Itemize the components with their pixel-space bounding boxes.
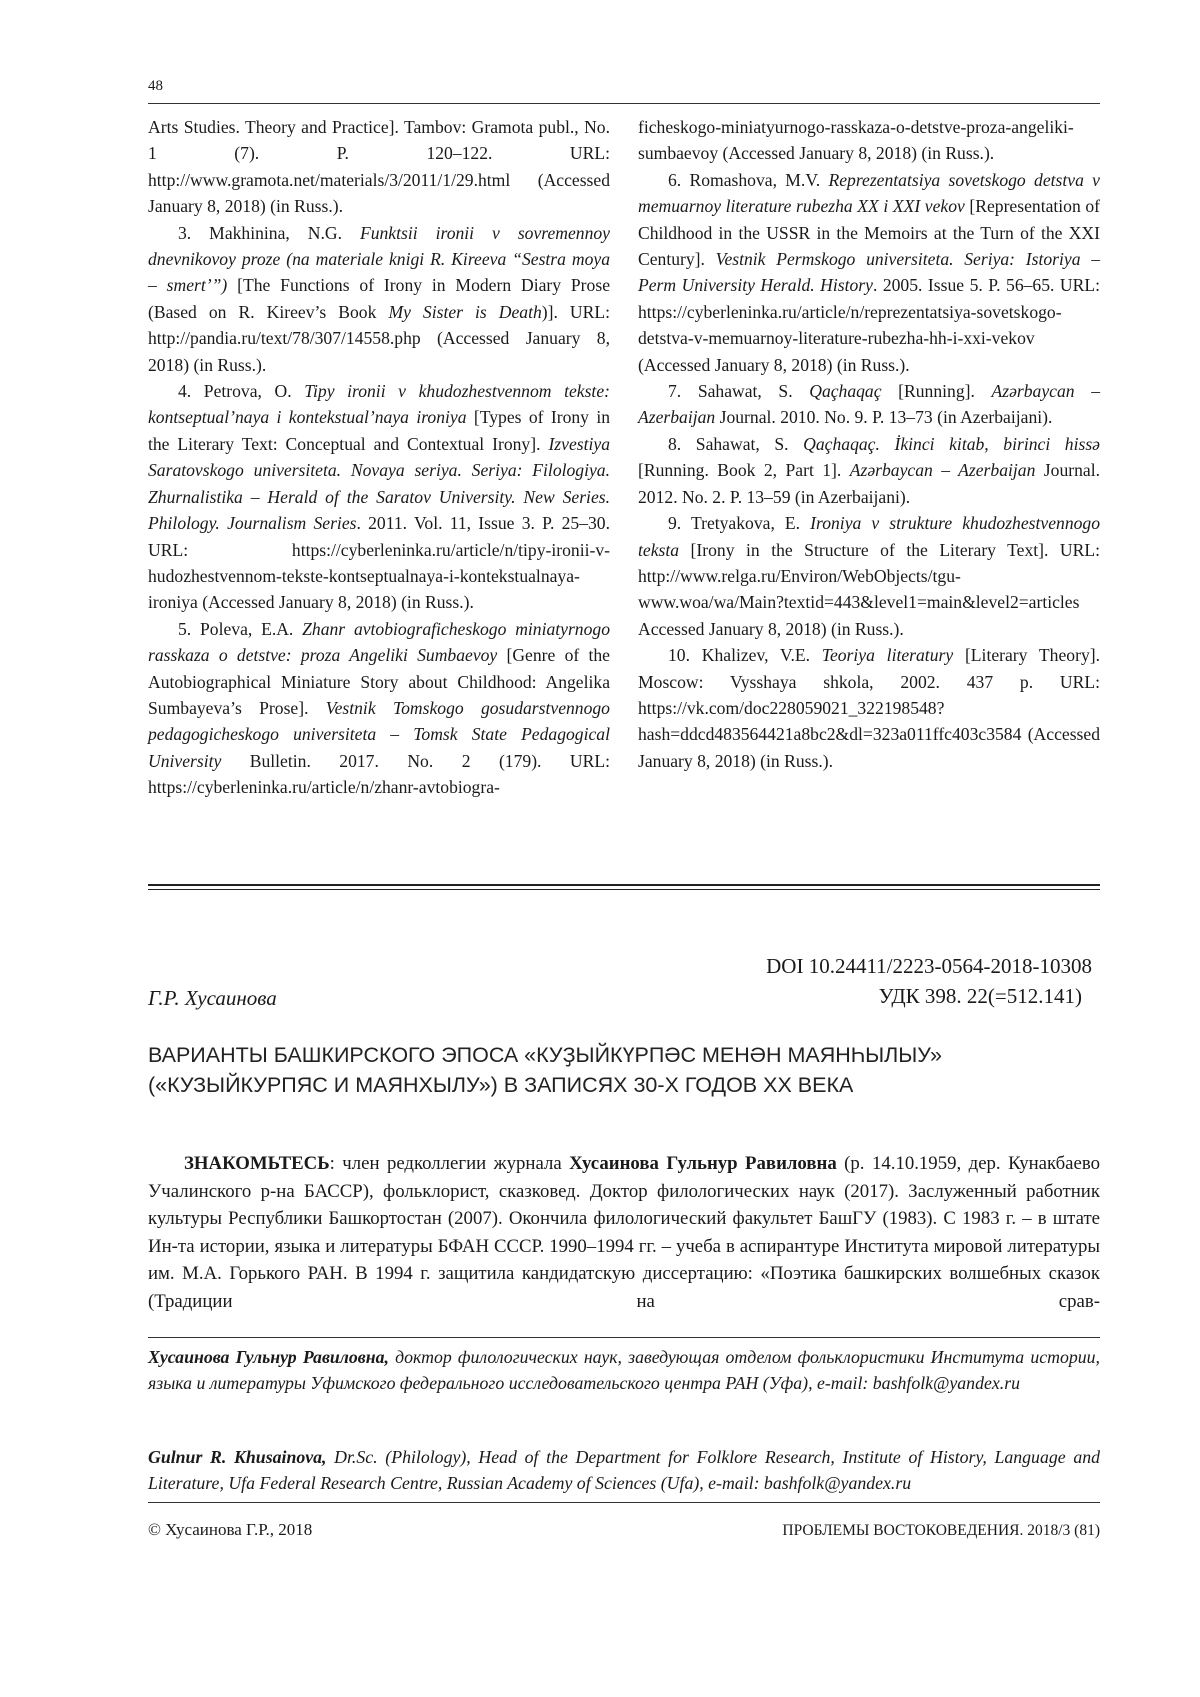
intro-lead: ЗНАКОМЬТЕСЬ [184,1153,330,1174]
author-info-english: Gulnur R. Khusainova, Dr.Sc. (Philology), Head of the Department for Folklore Research, Institute of History, Language and Literature, Ufa Federal Research Centre, Russian Academy of Sciences (Ufa), e-mail: bashfolk@yandex.ru [148,1447,1100,1493]
intro-author-name: Хусаинова Гульнур Равиловна [569,1153,837,1174]
footer-rule [148,1502,1100,1503]
article-title [148,1040,1108,1100]
section-separator-thin [148,889,1100,890]
doi: DOI 10.24411/2223-0564-2018-10308 [766,954,1092,978]
reference-9: 9. Tretyakova, E. Ironiya v strukture khudozhestvennogo teksta [Irony in the Structure of the Literary Text]. URL: http://www.relga.ru/Environ/WebObjects/tgu-www.woa/wa/Main?textid=443&level1=main&level2=articles Accessed January 8, 2018) (in Russ.). [638,513,1101,639]
reference-8: 8. Sahawat, S. Qaçhaqaç. İkinci kitab, birinci hissə [Running. Book 2, Part 1]. Azərbaycan – Azerbaijan Journal. 2012. No. 2. P. 13–59 (in Azerbaijani). [638,433,1101,507]
header-rule [148,103,1100,104]
references-right-column [638,114,1100,814]
author-introduction: ЗНАКОМЬТЕСЬ: член редколлегии журнала Хусаинова Гульнур Равиловна (р. 14.10.1959, дер. Кунакбаево Учалинского р-на БАССР), фольклорист, сказковед. Доктор филологических наук (2017). Заслуженный работник культуры Республики Башкортостан (2007). Окончила филологический факультет БашГУ (1983). С 1983 г. – в штате Ин-та истории, языка и литературы БФАН СССР. 1990–1994 гг. – учеба в аспирантуре Института мировой литературы им. М.А. Горького РАН. В 1994 г. защитила кандидатскую диссертацию: «Поэтика башкирских волшебных сказок (Традиции на срав- [148,1153,1100,1312]
reference-6: 6. Romashova, M.V. Reprezentatsiya sovetskogo detstva v memuarnoy literature rubezha XX i XXI vekov [Representation of Childhood in the USSR in the Memoirs at the Turn of the XXI Century]. Vestnik Permskogo universiteta. Seriya: Istoriya – Perm University Herald. History. 2005. Issue 5. P. 56–65. URL: https://cyberleninka.ru/article/n/reprezentatsiya-sovetskogo-detstva-v-memuarnoy-literature-rubezha-hh-i-xxi-vekov (Accessed January 8, 2018) (in Russ.). [638,169,1100,375]
article-title-line-2: («КУЗЫЙКУРПЯС И МАЯНХЫЛУ») В ЗАПИСЯХ 30-Х ГОДОВ XX ВЕКА [148,1073,854,1097]
udk: УДК 398. 22(=512.141) [878,984,1082,1008]
references [148,114,1100,814]
section-separator-thick [148,884,1100,886]
references-left-column [148,114,610,814]
journal-footer: ПРОБЛЕМЫ ВОСТОКОВЕДЕНИЯ. 2018/3 (81) [782,1522,1100,1539]
author-info-russian: Хусаинова Гульнур Равиловна, доктор филологических наук, заведующая отделом фольклористики Института истории, языка и литературы Уфимского федерального исследовательского центра РАН (Уфа), e-mail: bashfolk@yandex.ru [148,1347,1100,1393]
footnote-rule [148,1337,1100,1338]
reference-10: 10. Khalizev, V.E. Teoriya literatury [Literary Theory]. Moscow: Vysshaya shkola, 2002. 437 p. URL: https://vk.com/doc228059021_322198548?hash=ddcd483564421a8bc2&dl=323a011ffc403c3584 (Accessed January 8, 2018) (in Russ.). [638,645,1100,771]
reference-continued: Arts Studies. Theory and Practice]. Tambov: Gramota publ., No. 1 (7). P. 120–122. URL: http://www.gramota.net/materials/3/2011/1/29.html (Accessed January 8, 2018) (in Russ.). [148,117,610,217]
reference-4: 4. Petrova, O. Tipy ironii v khudozhestvennom tekste: kontseptual’naya i kontekstual’naya ironiya [Types of Irony in the Literary Text: Conceptual and Contextual Irony]. Izvestiya Saratovskogo universiteta. Novaya seriya. Seriya: Filologiya. Zhurnalistika – Herald of the Saratov University. New Series. Philology. Journalism Series. 2011. Vol. 11, Issue 3. P. 25–30. URL: https://cyberleninka.ru/article/n/tipy-ironii-v-hudozhestvennom-tekste-kontseptualnaya-i-kontekstualnaya-ironiya (Accessed January 8, 2018) (in Russ.). [148,381,611,613]
article-author: Г.Р. Хусаинова [148,986,277,1010]
article-title-line-1: ВАРИАНТЫ БАШКИРСКОГО ЭПОСА «КУҘЫЙКҮРПӘС МЕНӘН МАЯНҺЫЛЫУ» [148,1043,942,1067]
reference-7: 7. Sahawat, S. Qaçhaqaç [Running]. Azərbaycan – Azerbaijan Journal. 2010. No. 9. P. 13–73 (in Azerbaijani). [638,381,1100,428]
reference-3: 3. Makhinina, N.G. Funktsii ironii v sovremennoy dnevnikovoy proze (na materiale knigi R. Kireeva “Sestra moya – smert’”) [The Functions of Irony in Modern Diary Prose (Based on R. Kireev’s Book My Sister is Death)]. URL: http://pandia.ru/text/78/307/14558.php (Accessed January 8, 2018) (in Russ.). [148,222,610,375]
reference-5: 5. Poleva, E.A. Zhanr avtobiograficheskogo miniatyrnogo rasskaza o detstve: proza Angeliki Sumbaevoy [Genre of the Autobiographical Miniature Story about Childhood: Angelika Sumbayeva’s Prose]. Vestnik Tomskogo gosudarstvennogo pedagogicheskogo universiteta – Tomsk State Pedagogical University Bulletin. 2017. No. 2 (179). URL: https://cyberleninka.ru/article/n/zhanr-avtobiogra- [148,618,610,798]
copyright: © Хусаинова Г.Р., 2018 [148,1520,313,1539]
reference-5-continued: ficheskogo-miniatyurnogo-rasskaza-o-detstve-proza-angeliki-sumbaevoy (Accessed January 8, 2018) (in Russ.). [638,117,1074,164]
page-number: 48 [148,78,163,94]
